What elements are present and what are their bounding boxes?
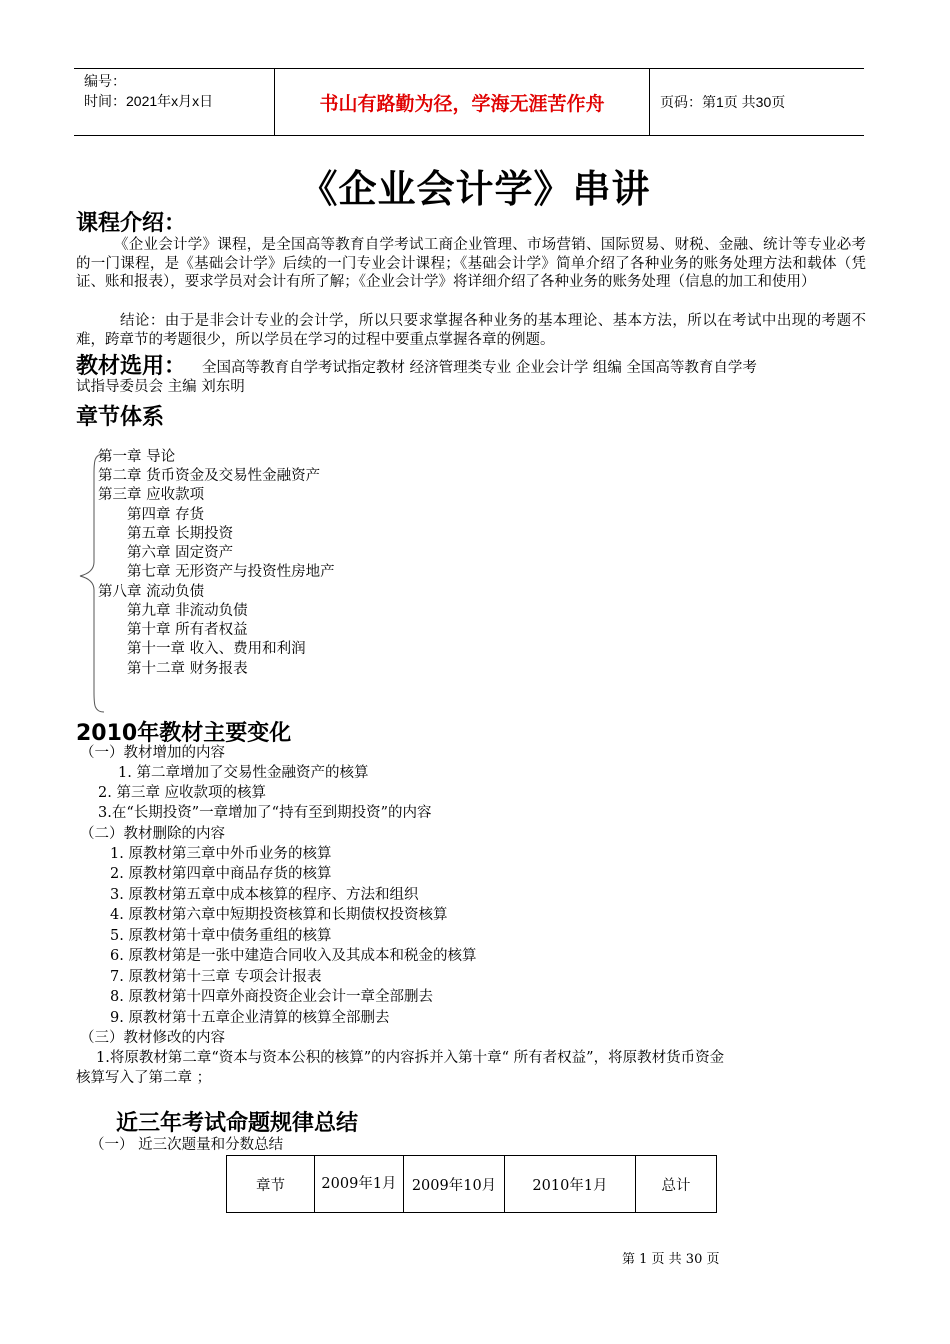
- intro-paragraph-1: 《企业会计学》课程，是全国高等教育自学考试工商企业管理、市场营销、国际贸易、财税、金融、统计等专业必考的一门课程，是《基础会计学》后续的一门专业会计课程；《基础会计学》简单介绍了各种业务的账务处理方法和载体（凭证、账和报表），要求学员对会计有所了解；《企业会计学》将详细介绍了各种业务的账务处理（信息的加工和使用）: [76, 237, 866, 290]
- removed-item: 2. 原教材第四章中商品存货的核算: [110, 866, 332, 882]
- chapter-item: 第四章 存货: [127, 507, 205, 523]
- header-table: [74, 68, 864, 136]
- chapter-item: 第七章 无形资产与投资性房地产: [127, 564, 335, 580]
- removed-item: 8. 原教材第十四章外商投资企业会计一章全部删去: [110, 989, 433, 1005]
- removed-section-title: （二）教材删除的内容: [80, 826, 225, 842]
- chapter-item: 第十二章 财务报表: [127, 661, 248, 677]
- removed-item: 5. 原教材第十章中债务重组的核算: [110, 928, 332, 944]
- intro-heading: 课程介绍：: [76, 211, 187, 236]
- textbook-heading: 教材选用：: [76, 354, 187, 379]
- added-item: 3.在“长期投资”一章增加了“持有至到期投资”的内容: [98, 805, 432, 821]
- removed-item: 1. 原教材第三章中外币业务的核算: [110, 846, 332, 862]
- chapter-item: 第二章 货币资金及交易性金融资产: [98, 468, 321, 484]
- removed-item: 9. 原教材第十五章企业清算的核算全部删去: [110, 1010, 390, 1026]
- exam-heading: 近三年考试命题规律总结: [116, 1111, 359, 1136]
- table-header-cell: 2009年1月: [315, 1156, 404, 1213]
- intro-paragraph-2: 结论：由于是非会计专业的会计学，所以只要求掌握各种业务的基本理论、基本方法，所以在考试中出现的考题不难，跨章节的考题很少，所以学员在学习的过程中要重点掌握各章的例题。: [76, 313, 866, 348]
- exam-sub-title: （一） 近三次题量和分数总结: [90, 1137, 284, 1153]
- removed-item: 7. 原教材第十三章 专项会计报表: [110, 969, 322, 985]
- exam-score-table: [226, 1155, 717, 1213]
- time-label: 时间：2021年x月x日: [84, 93, 214, 109]
- chapter-item: 第九章 非流动负债: [127, 603, 248, 619]
- document-title: 《企业会计学》串讲: [299, 167, 651, 211]
- chapter-item: 第六章 固定资产: [127, 545, 234, 561]
- table-header-cell: 总计: [636, 1156, 717, 1213]
- modified-section-title: （三）教材修改的内容: [80, 1030, 225, 1046]
- changes-heading: 2010年教材主要变化: [76, 721, 292, 746]
- textbook-text-line-2: 试指导委员会 主编 刘东明: [76, 379, 245, 395]
- added-item: 2. 第三章 应收款项的核算: [98, 785, 267, 801]
- header-left-cell: [74, 69, 275, 135]
- page-footer: 第 1 页 共 30 页: [622, 1252, 720, 1267]
- added-section-title: （一）教材增加的内容: [80, 745, 225, 761]
- modified-line-1: 1.将原教材第二章“资本与资本公积的核算”的内容拆并入第十章“ 所有者权益”，将原教材货币资金: [96, 1050, 725, 1066]
- removed-item: 4. 原教材第六章中短期投资核算和长期债权投资核算: [110, 907, 448, 923]
- table-header-cell: 2010年1月: [505, 1156, 636, 1213]
- header-motto: 书山有路勤为径，学海无涯苦作舟: [275, 69, 650, 135]
- chapter-item: 第五章 长期投资: [127, 526, 234, 542]
- number-label: 编号：: [84, 73, 126, 89]
- removed-item: 6. 原教材第是一张中建造合同收入及其成本和税金的核算: [110, 948, 477, 964]
- removed-item: 3. 原教材第五章中成本核算的程序、方法和组织: [110, 887, 419, 903]
- chapter-item: 第三章 应收款项: [98, 487, 205, 503]
- header-page-info: 页码：第1页 共30页: [660, 94, 786, 110]
- chapters-heading: 章节体系: [76, 405, 165, 430]
- modified-line-2: 核算写入了第二章 ；: [76, 1070, 212, 1086]
- chapter-item: 第一章 导论: [98, 449, 176, 465]
- textbook-text-line-1: 全国高等教育自学考试指定教材 经济管理类专业 企业会计学 组编 全国高等教育自学考: [202, 360, 757, 376]
- table-header-cell: 章节: [227, 1156, 315, 1213]
- table-header-cell: 2009年10月: [404, 1156, 505, 1213]
- table-row: [227, 1156, 717, 1213]
- chapter-item: 第八章 流动负债: [98, 584, 205, 600]
- added-item: 1. 第二章增加了交易性金融资产的核算: [118, 765, 369, 781]
- chapter-item: 第十章 所有者权益: [127, 622, 248, 638]
- chapter-item: 第十一章 收入、费用和利润: [127, 641, 306, 657]
